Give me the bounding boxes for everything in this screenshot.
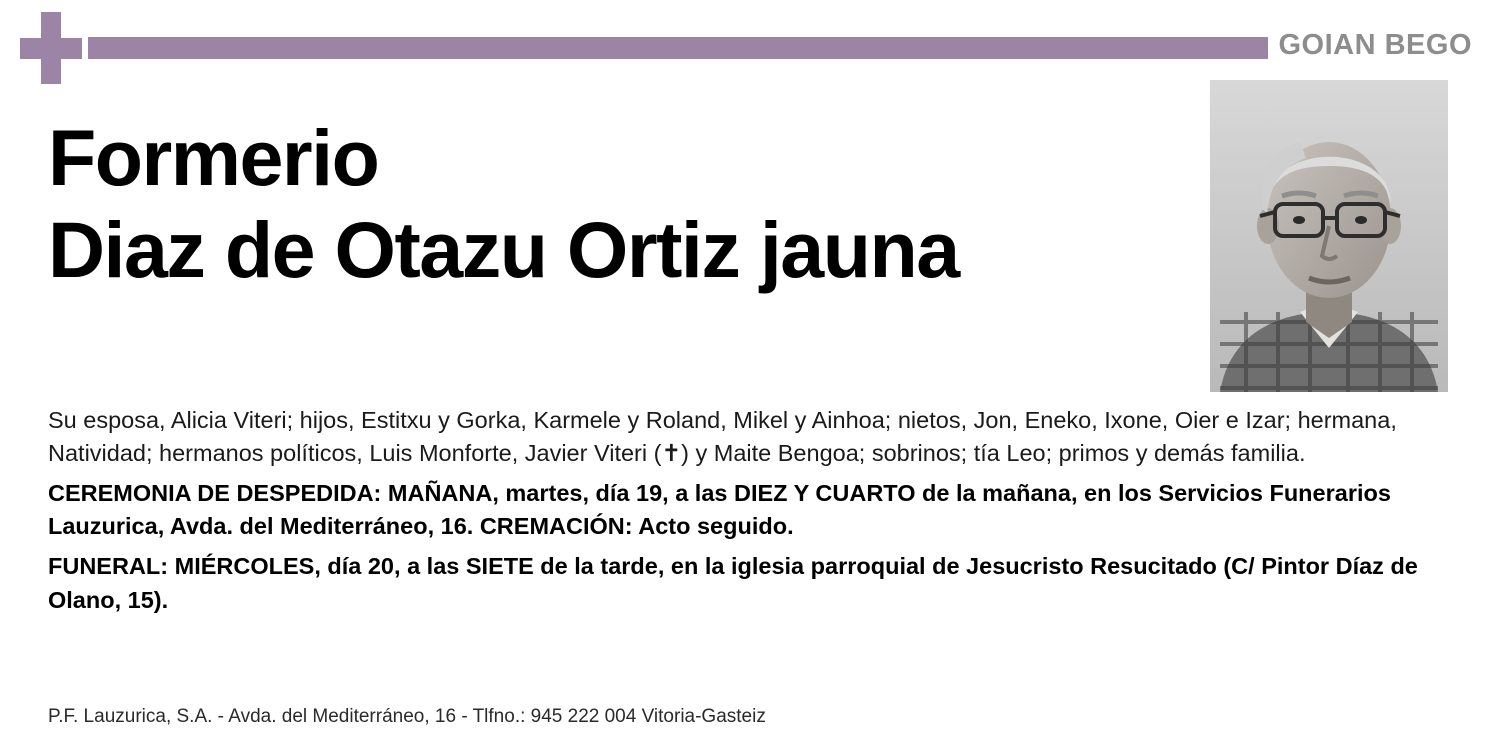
notice-body (48, 404, 1450, 623)
cross-horizontal-bar (20, 38, 82, 59)
banner-rule (88, 37, 1268, 59)
funeral-details: FUNERAL: MIÉRCOLES, día 20, a las SIETE de la tarde, en la iglesia parroquial de Jesucristo Resucitado (C/ Pintor Díaz de Olano, 15). (48, 552, 1418, 613)
deceased-name (48, 112, 1188, 297)
cross-icon (20, 12, 82, 84)
family-list: Su esposa, Alicia Viteri; hijos, Estitxu y Gorka, Karmele y Roland, Mikel y Ainhoa; nietos, Jon, Eneko, Ixone, Oier e Izar; hermana, Natividad; hermanos políticos, Luis Monforte, Javier Viteri (✝) y Maite Bengoa; sobrinos; tía Leo; primos y demás familia. (48, 407, 1397, 467)
name-line-1: Formerio (48, 113, 379, 202)
funeral-home-footer: P.F. Lauzurica, S.A. - Avda. del Mediterráneo, 16 - Tlfno.: 945 222 004 Vitoria-Gasteiz (48, 706, 766, 727)
name-line-2: Diaz de Otazu Ortiz jauna (48, 205, 959, 295)
banner-title: GOIAN BEGO (1278, 29, 1472, 61)
ceremony-details: CEREMONIA DE DESPEDIDA: MAÑANA, martes, día 19, a las DIEZ Y CUARTO de la mañana, en los Servicios Funerarios Lauzurica, Avda. del Mediterráneo, 16. CREMACIÓN: Acto seguido. (48, 479, 1391, 540)
portrait-photo (1210, 80, 1448, 392)
